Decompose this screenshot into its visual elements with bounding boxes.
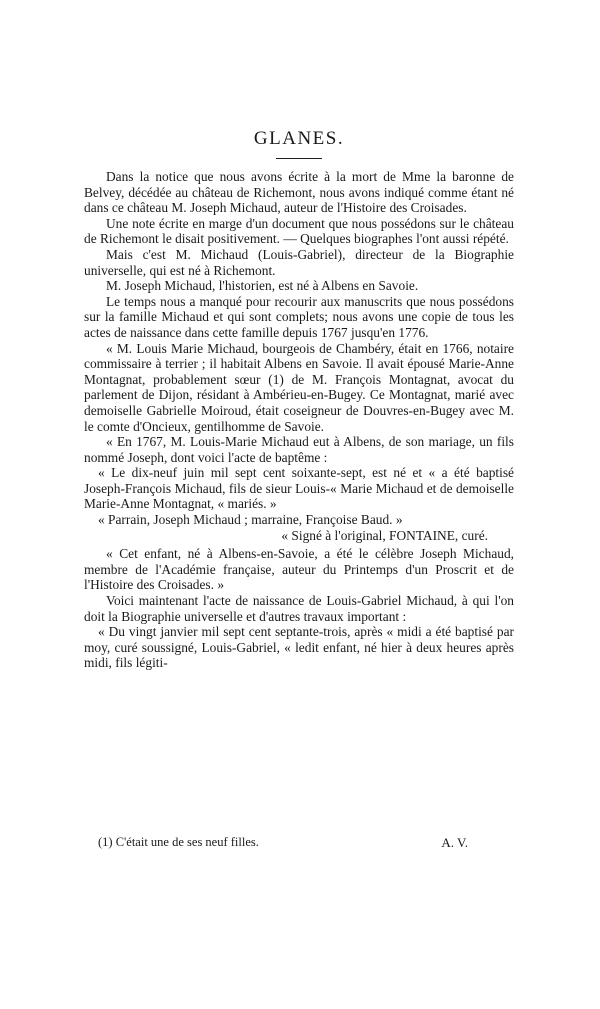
title-rule (276, 158, 322, 159)
paragraph-12: Voici maintenant l'acte de naissance de Louis-Gabriel Michaud, à qui l'on doit la Biographie universelle et d'autres travaux important : (84, 593, 514, 624)
paragraph-1: Dans la notice que nous avons écrite à la mort de Mme la baronne de Belvey, décédée au château de Richemont, nous avons indiqué comme étant né dans ce château M. Joseph Michaud, auteur de l'Histoire des Croisades. (84, 169, 514, 216)
page-content (84, 128, 514, 671)
paragraph-7: « En 1767, M. Louis-Marie Michaud eut à Albens, de son mariage, un fils nommé Joseph, dont voici l'acte de baptême : (84, 434, 514, 465)
paragraph-6: « M. Louis Marie Michaud, bourgeois de Chambéry, était en 1766, notaire commissaire à terrier ; il habitait Albens en Savoie. Il avait épousé Marie-Anne Montagnat, probablement sœur (1) de M. François Montagnat, avocat du parlement de Dijon, résidant à Ambérieu-en-Bugey. Ce Montagnat, marié avec demoiselle Gabrielle Moiroud, était coseigneur de Douvres-en-Bugey avec M. le comte d'Oncieux, gentilhomme de Savoie. (84, 340, 514, 434)
paragraph-2: Une note écrite en marge d'un document que nous possédons sur le château de Richemont le disait positivement. — Quelques biographes l'ont aussi répété. (84, 215, 514, 247)
footnote-text: (1) C'était une de ses neuf filles. (98, 835, 259, 849)
signature-line: « Signé à l'original, FONTAINE, curé. (281, 527, 488, 543)
paragraph-4: M. Joseph Michaud, l'historien, est né à Albens en Savoie. (106, 278, 419, 294)
article-body (84, 169, 514, 671)
page-title: GLANES. (253, 128, 345, 149)
author-signature: A. V. (441, 835, 468, 850)
paragraph-5: Le temps nous a manqué pour recourir aux manuscrits que nous possédons sur la famille Michaud et qui sont complets; nous avons une copie de tous les actes de naissance dans cette famille depuis 1767 jusqu'en 1776. (84, 293, 514, 340)
footnote (84, 835, 514, 850)
godparents-line: « Parrain, Joseph Michaud ; marraine, Françoise Baud. » (98, 512, 403, 528)
paragraph-3: Mais c'est M. Michaud (Louis-Gabriel), directeur de la Biographie universelle, qui est né à Richemont. (84, 246, 514, 278)
birth-record-louis-gabriel: « Du vingt janvier mil sept cent septante-trois, après « midi a été baptisé par moy, curé soussigné, Louis-Gabriel, « ledit enfant, né hier à deux heures après midi, fils légiti- (84, 624, 514, 671)
paragraph-11: « Cet enfant, né à Albens-en-Savoie, a été le célèbre Joseph Michaud, membre de l'Académie française, auteur du Printemps d'un Proscrit et de l'Histoire des Croisades. » (84, 546, 514, 593)
baptism-record-joseph: « Le dix-neuf juin mil sept cent soixante-sept, est né et « a été baptisé Joseph-François Michaud, fils de sieur Louis-« Marie Michaud et de demoiselle Marie-Anne Montagnat, « mariés. » (84, 465, 514, 512)
